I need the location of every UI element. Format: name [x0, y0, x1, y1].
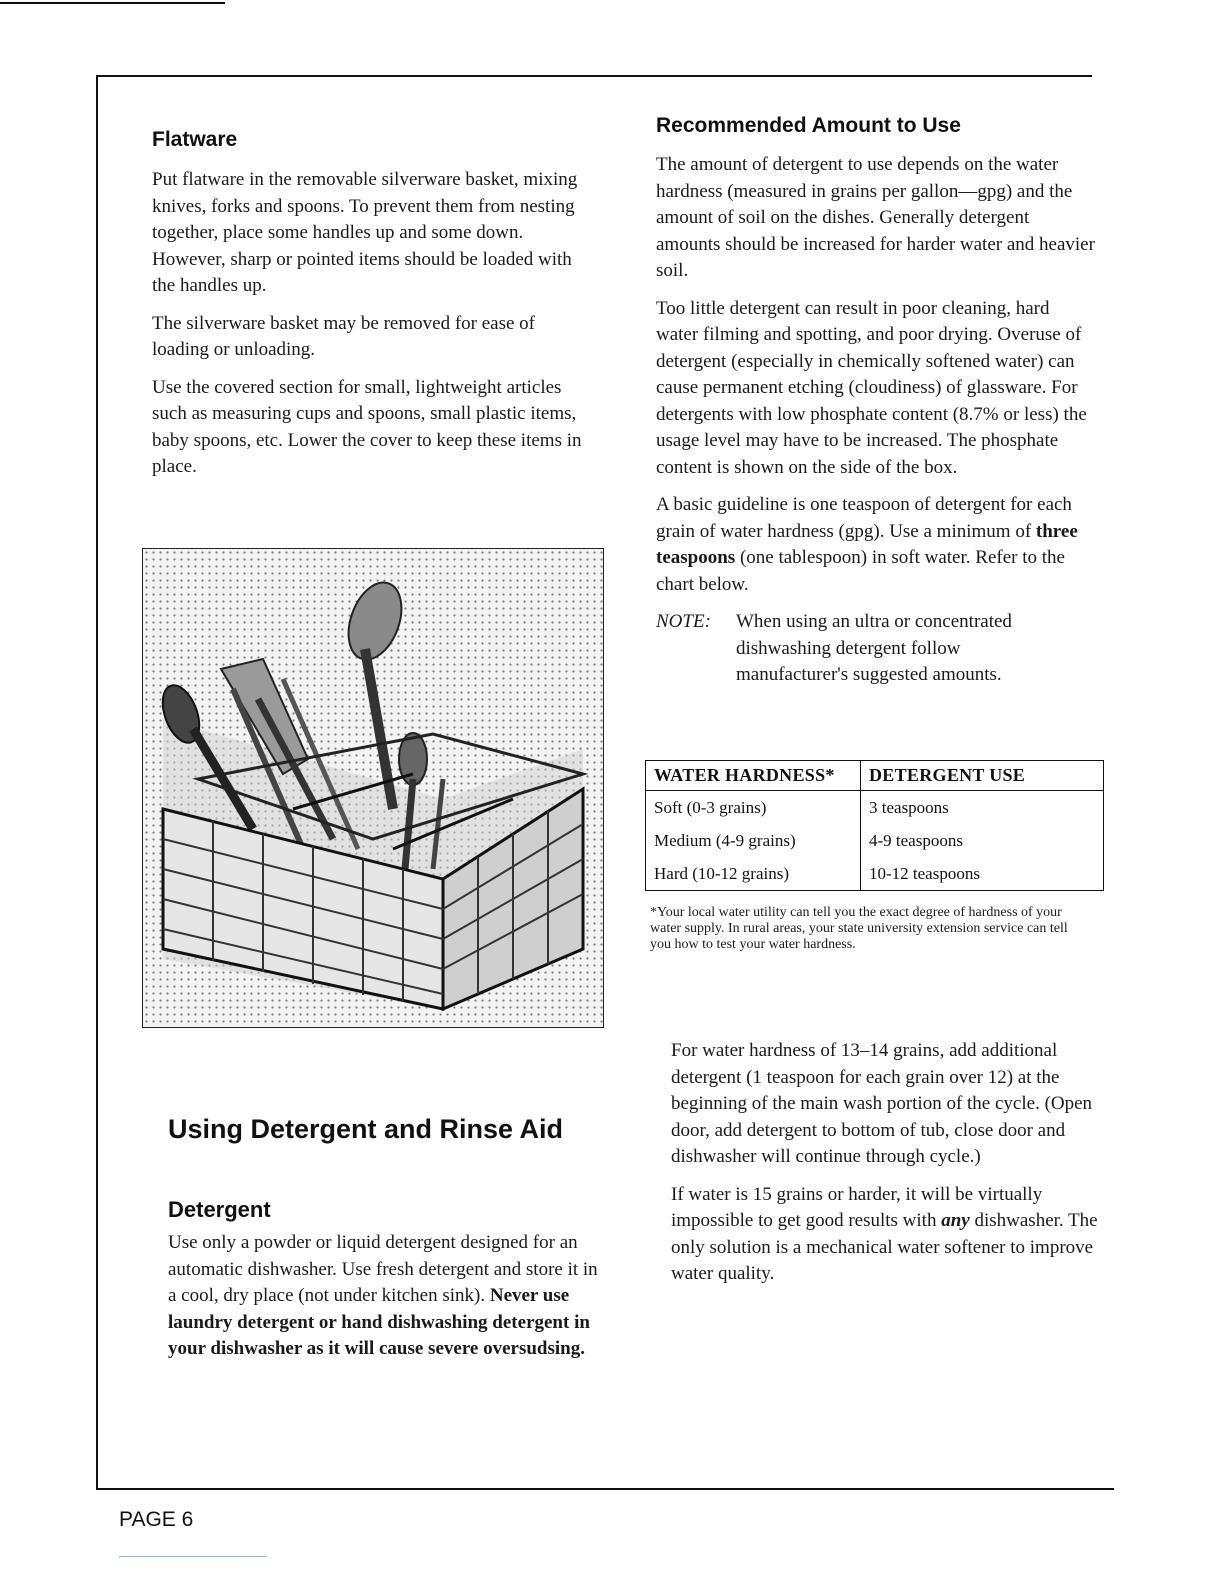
- silverware-basket-illustration: [142, 548, 604, 1028]
- table-row: [646, 824, 1104, 857]
- recommended-amount-heading: Recommended Amount to Use: [656, 114, 961, 137]
- detergent-paragraph: [168, 1230, 608, 1363]
- note-label: NOTE:: [656, 611, 711, 632]
- paragraph-5-start: If water is 15 grains or harder, it will be virtually impossible to get good results with: [671, 1183, 1043, 1231]
- recommended-paragraph-1: The amount of detergent to use depends on the water hardness (measured in grains per gallon—gpg) and the amount of soil on the dishes. Generally detergent amounts should be increased for harder water and heavier soil.: [656, 154, 1095, 281]
- table-cell-hardness: Medium (4-9 grains): [646, 824, 861, 857]
- table-row: [646, 791, 1104, 825]
- paragraph-3-end: (one tablespoon) in soft water. Refer to the chart below.: [656, 547, 1065, 595]
- flatware-paragraph-3: Use the covered section for small, lightweight articles such as measuring cups and spoons, small plastic items, baby spoons, etc. Lower the cover to keep these items in place.: [152, 376, 582, 477]
- recommended-paragraph-3: [656, 492, 1096, 598]
- page-number: PAGE 6: [119, 1508, 194, 1531]
- flatware-paragraph-1: Put flatware in the removable silverware basket, mixing knives, forks and spoons. To prevent them from nesting together, place some handles up and some down. However, sharp or pointed items should be loaded with the handles up.: [152, 169, 578, 296]
- detergent-paragraph-normal: Use only a powder or liquid detergent designed for an automatic dishwasher. Use fresh detergent and store it in a cool, dry place (not under kitchen sink).: [168, 1232, 598, 1306]
- footer-rule: [96, 1488, 1114, 1490]
- table-cell-hardness: Soft (0-3 grains): [646, 791, 861, 825]
- left-frame-rule: [96, 75, 98, 1489]
- table-header-detergent: DETERGENT USE: [861, 761, 1104, 791]
- note-text: When using an ultra or concentrated dishwashing detergent follow manufacturer's suggested amounts.: [736, 611, 1012, 685]
- water-hardness-table: [645, 760, 1104, 891]
- using-detergent-heading: Using Detergent and Rinse Aid: [168, 1114, 564, 1144]
- table-cell-hardness: Hard (10-12 grains): [646, 857, 861, 891]
- table-header-row: [646, 761, 1104, 791]
- table-header-hardness: WATER HARDNESS*: [646, 761, 861, 791]
- hardness-text: [671, 1038, 1111, 1299]
- table-footnote: *Your local water utility can tell you the exact degree of hardness of your water supply. In rural areas, your state university extension service can tell you how to test your water hardness.: [650, 905, 1068, 952]
- detergent-subheading: Detergent: [168, 1197, 271, 1222]
- paragraph-5-end: dishwasher. The only solution is a mechanical water softener to improve water quality.: [671, 1210, 1098, 1284]
- paragraph-3-start: A basic guideline is one teaspoon of detergent for each grain of water hardness (gpg). Use a minimum of: [656, 494, 1072, 542]
- detergent-warning-bold: Never use laundry detergent or hand dishwashing detergent in your dishwasher as it will cause severe oversudsing.: [168, 1285, 590, 1359]
- table-row: [646, 857, 1104, 891]
- table-cell-detergent: 3 teaspoons: [869, 797, 949, 817]
- recommended-text: [656, 152, 1096, 689]
- flatware-heading: Flatware: [152, 128, 238, 151]
- note-block: [656, 609, 1096, 689]
- hardness-paragraph-1: For water hardness of 13–14 grains, add additional detergent (1 teaspoon for each grain over 12) at the beginning of the main wash portion of the cycle. (Open door, add detergent to bottom of tub, close door and dishwasher will continue through cycle.): [671, 1040, 1093, 1167]
- paragraph-5-emphasis: any: [941, 1210, 970, 1231]
- paragraph-3-bold: three teaspoons: [656, 520, 1078, 568]
- recommended-paragraph-2: Too little detergent can result in poor cleaning, hard water filming and spotting, and poor drying. Overuse of detergent (especially in chemically softened water) can cause permanent etching (cloudiness) of glassware. For detergents with low phosphate content (8.7% or less) the usage level may have to be increased. The phosphate content is shown on the side of the box.: [656, 297, 1087, 478]
- table-cell-detergent: 4-9 teaspoons: [869, 830, 963, 850]
- hardness-paragraph-2: [671, 1182, 1111, 1288]
- table-cell-detergent: 10-12 teaspoons: [869, 863, 980, 883]
- silverware-basket-icon: [143, 549, 603, 1027]
- flatware-paragraph-2: The silverware basket may be removed for ease of loading or unloading.: [152, 312, 535, 360]
- flatware-text: [152, 167, 592, 492]
- top-left-rule: [0, 2, 225, 4]
- page-number-underline: [119, 1556, 267, 1557]
- header-rule: [96, 75, 1092, 77]
